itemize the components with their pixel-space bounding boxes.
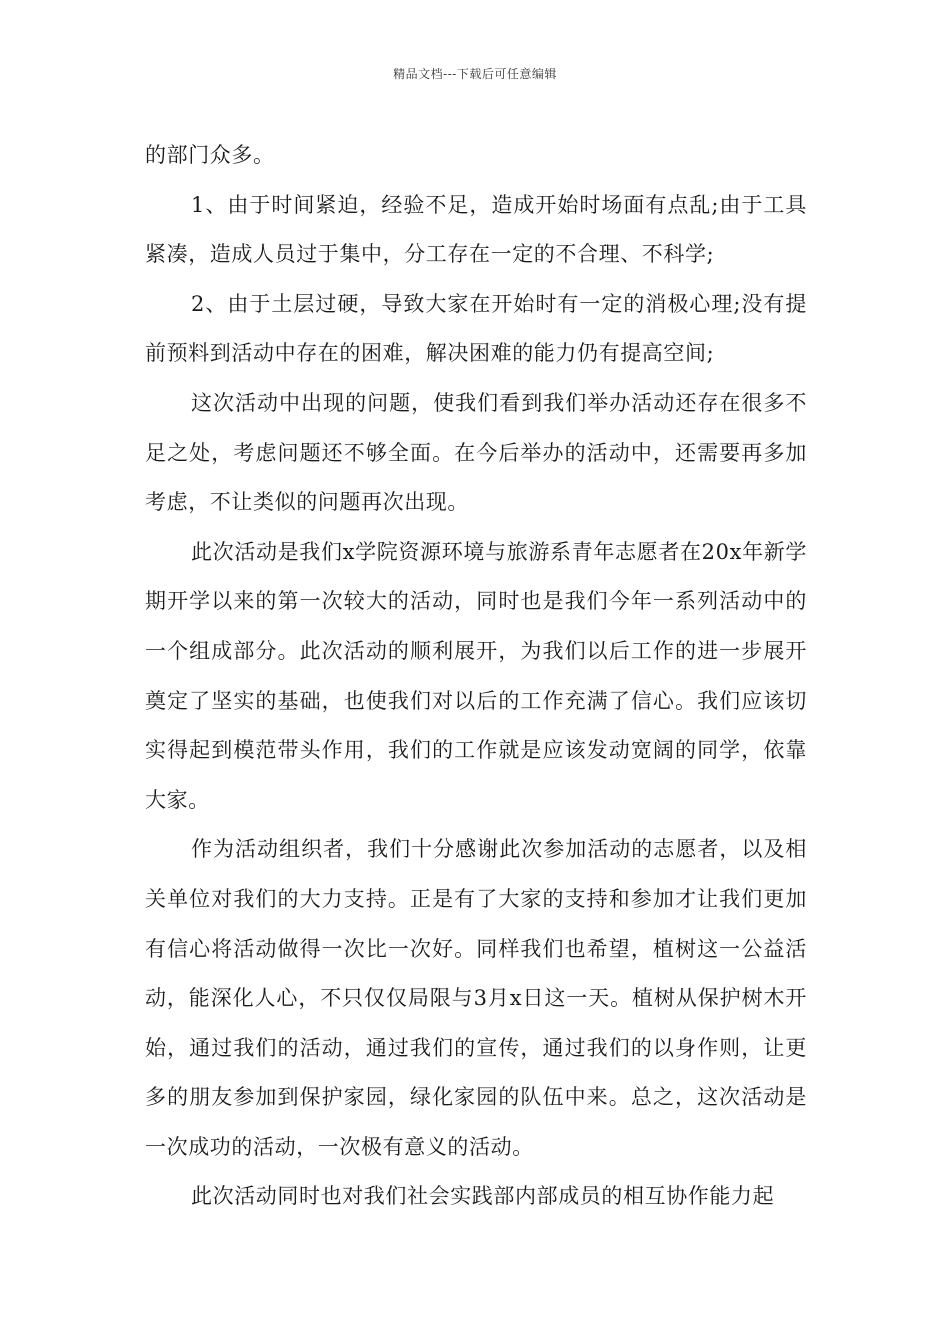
paragraph-activity-summary: 此次活动是我们x学院资源环境与旅游系青年志愿者在20x年新学期开学以来的第一次较大的活动，同时也是我们今年一系列活动中的一个组成部分。此次活动的顺利展开，为我们以后工作的进一步展开奠定了坚实的基础，也使我们对以后的工作充满了信心。我们应该切实得起到模范带头作用，我们的工作就是应该发动宽阔的同学，依靠大家。 [145, 539, 807, 812]
paragraph-collaboration: 此次活动同时也对我们社会实践部内部成员的相互协作能力起 [191, 1184, 775, 1209]
page-header: 精品文档---下载后可任意编辑 [393, 67, 557, 81]
paragraph-reflection: 这次活动中出现的问题，使我们看到我们举办活动还存在很多不足之处，考虑问题还不够全面。在今后举办的活动中，还需要再多加考虑，不让类似的问题再次出现。 [145, 390, 807, 515]
document-body [145, 131, 807, 1222]
paragraph-issue-2: 2、由于土层过硬，导致大家在开始时有一定的消极心理;没有提前预料到活动中存在的困难，解决困难的能力仍有提高空间; [145, 291, 807, 366]
paragraph-continuation: 的部门众多。 [145, 143, 275, 167]
paragraph-acknowledgement: 作为活动组织者，我们十分感谢此次参加活动的志愿者，以及相关单位对我们的大力支持。正是有了大家的支持和参加才让我们更加有信心将活动做得一次比一次好。同样我们也希望，植树这一公益活动，能深化人心，不只仅仅局限与3月x日这一天。植树从保护树木开始，通过我们的活动，通过我们的宣传，通过我们的以身作则，让更多的朋友参加到保护家园，绿化家园的队伍中来。总之，这次活动是一次成功的活动，一次极有意义的活动。 [145, 837, 807, 1159]
paragraph-issue-1: 1、由于时间紧迫，经验不足，造成开始时场面有点乱;由于工具紧凑，造成人员过于集中，分工存在一定的不合理、不科学; [145, 192, 807, 267]
